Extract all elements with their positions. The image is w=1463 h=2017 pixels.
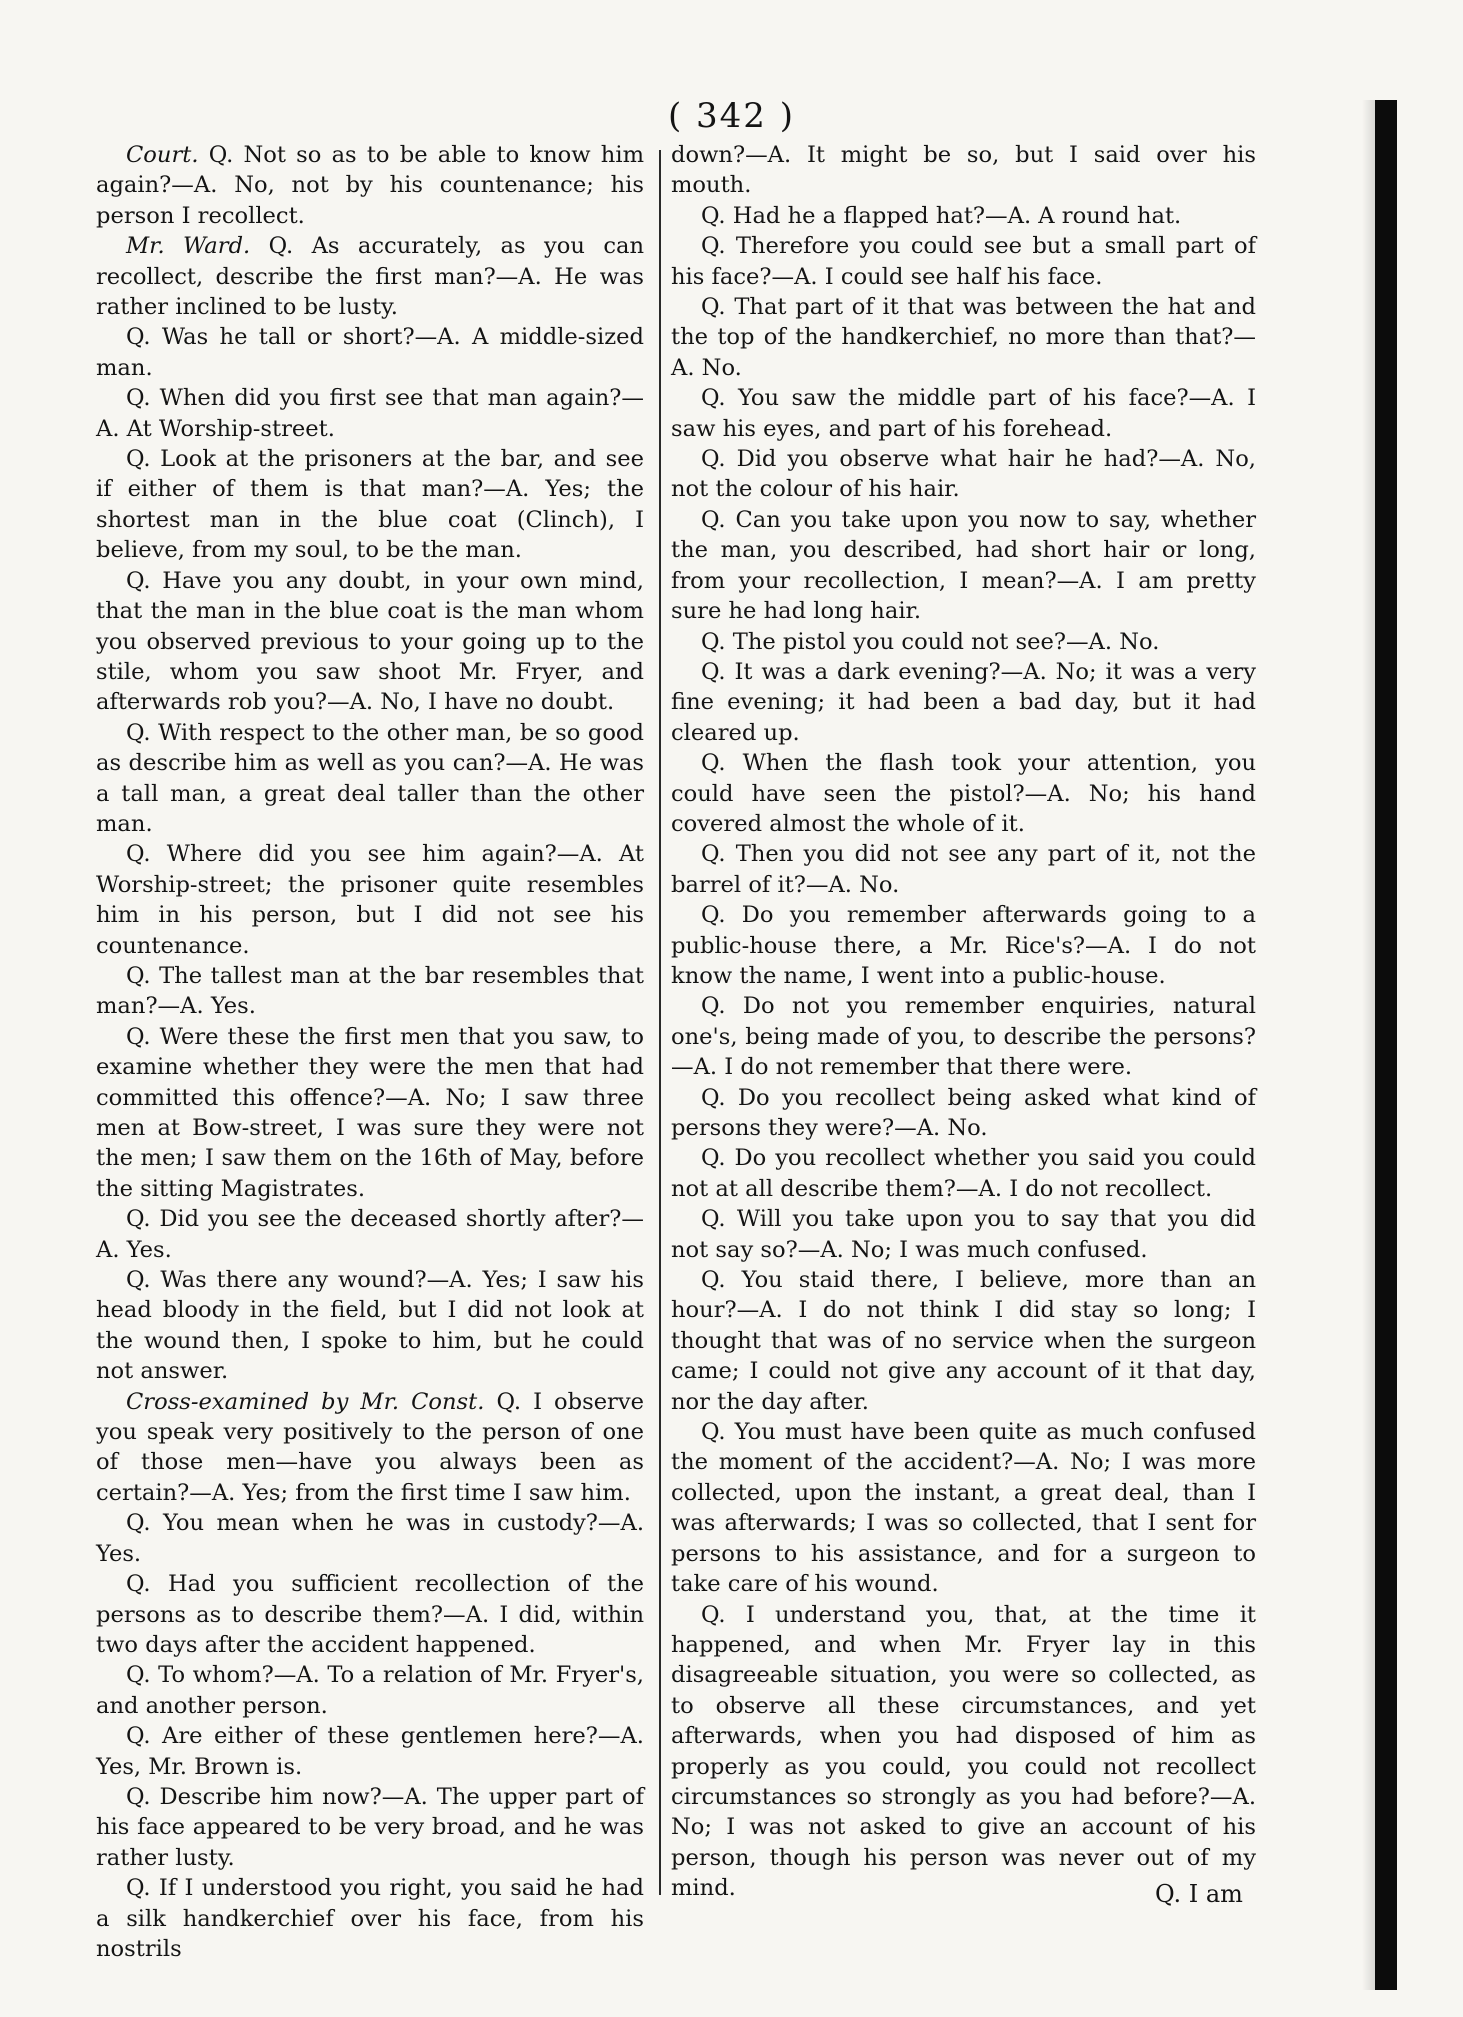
paragraph-text: Q. If I understood you right, you said he had a silk handkerchief over his face, from his nostrils [96, 1875, 644, 1962]
paragraph-text: Q. When the flash took your attention, you could have seen the pistol?—A. No; his hand covered almost the whole of it. [671, 750, 1256, 837]
testimony-paragraph [671, 1265, 1256, 1417]
binding-strip [1375, 100, 1397, 1990]
paragraph-text: Q. Will you take upon you to say that you did not say so?—A. No; I was much confused. [671, 1206, 1256, 1263]
paragraph-text: Q. You must have been quite as much confused the moment of the accident?—A. No; I was more collected, upon the instant, a great deal, than I was afterwards; I was so collected, that I sent for persons to his assistance, and for a surgeon to take care of his wound. [671, 1419, 1256, 1598]
right-column [671, 140, 1256, 1904]
testimony-paragraph [96, 383, 644, 444]
page-number: ( 342 ) [667, 96, 796, 136]
paragraph-text: Q. Was he tall or short?—A. A middle-sized man. [96, 324, 644, 381]
paragraph-text: Q. Had he a flapped hat?—A. A round hat. [701, 202, 1182, 229]
testimony-paragraph [96, 1508, 644, 1569]
testimony-paragraph [96, 839, 644, 961]
testimony-paragraph [96, 566, 644, 718]
paragraph-text: down?—A. It might be so, but I said over his mouth. [671, 142, 1256, 199]
speaker-label: Mr. Ward. [126, 233, 251, 260]
testimony-paragraph [96, 1569, 644, 1660]
testimony-paragraph [96, 322, 644, 383]
testimony-paragraph [671, 444, 1256, 505]
testimony-paragraph [96, 1873, 644, 1964]
paragraph-text: Q. Are either of these gentlemen here?—A. Yes, Mr. Brown is. [96, 1723, 644, 1780]
paragraph-text: Q. Do not you remember enquiries, natural one's, being made of you, to describe the persons?—A. I do not remember that there were. [671, 993, 1256, 1081]
paragraph-text: Q. Were these the first men that you saw, to examine whether they were the men that had committed this offence?—A. No; I saw three men at Bow-street, I was sure they were not the men; I saw them on the 16th of May, before the sitting Magistrates. [96, 1023, 644, 1202]
paragraph-text: Q. I understand you, that, at the time it happened, and when Mr. Fryer lay in this disagreeable situation, you were so collected, as to observe all these circumstances, and yet afterwards, when you had disposed of him as properly as you could, you could not recollect circumstances so strongly as you had before?—A. No; I was not asked to give an account of his person, though his person was never out of my mind. [671, 1601, 1256, 1902]
testimony-paragraph [96, 1782, 644, 1873]
paragraph-text: Q. Had you sufficient recollection of the persons as to describe them?—A. I did, within two days after the accident happened. [96, 1571, 644, 1658]
paragraph-text: Q. As accurately, as you can recollect, describe the first man?—A. He was rather inclined to be lusty. [96, 233, 644, 321]
paragraph-text: Q. Was there any wound?—A. Yes; I saw his head bloody in the field, but I did not look at the wound then, I spoke to him, but he could not answer. [96, 1267, 644, 1385]
paragraph-text: Q. Did you observe what hair he had?—A. No, not the colour of his hair. [671, 446, 1256, 503]
paragraph-text: Q. You staid there, I believe, more than an hour?—A. I do not think I did stay so long; I thought that was of no service when the surgeon came; I could not give any account of it that day, nor the day after. [671, 1267, 1256, 1415]
paragraph-text: Q. Can you take upon you now to say, whether the man, you described, had short hair or long, from your recollection, I mean?—A. I am pretty sure he had long hair. [671, 506, 1256, 625]
testimony-paragraph [96, 1265, 644, 1387]
paragraph-text: Q. It was a dark evening?—A. No; it was a very fine evening; it had been a bad day, but it had cleared up. [671, 658, 1256, 746]
testimony-paragraph [671, 292, 1256, 383]
paragraph-text: Q. With respect to the other man, be so good as describe him as well as you can?—A. He was a tall man, a great deal taller than the other man. [96, 719, 644, 837]
column-rule [659, 150, 661, 1895]
testimony-paragraph [671, 900, 1256, 991]
paragraph-text: Q. I observe you speak very positively to the person of one of those men—have you always been as certain?—A. Yes; from the first time I saw him. [96, 1388, 644, 1506]
paragraph-text: Q. Look at the prisoners at the bar, and see if either of them is that man?—A. Yes; the shortest man in the blue coat (Clinch), I believe, from my soul, to be the man. [96, 446, 644, 564]
testimony-paragraph [671, 1143, 1256, 1204]
testimony-paragraph [671, 991, 1256, 1082]
binding-shadow [1362, 100, 1375, 1990]
testimony-paragraph [671, 505, 1256, 627]
paragraph-text: Q. Do you recollect whether you said you could not at all describe them?—A. I do not recollect. [671, 1145, 1256, 1202]
testimony-paragraph [96, 961, 644, 1022]
testimony-paragraph [96, 718, 644, 840]
paragraph-text: Q. Have you any doubt, in your own mind, that the man in the blue coat is the man whom you observed previous to your going up to the stile, whom you saw shoot Mr. Fryer, and afterwards rob you?—A. No, I have no doubt. [96, 567, 644, 716]
catchword: Q. I am [1155, 1880, 1243, 1908]
testimony-paragraph [671, 1083, 1256, 1144]
testimony-paragraph [671, 1204, 1256, 1265]
speaker-label: Court. [126, 142, 199, 168]
paragraph-text: Q. That part of it that was between the hat and the top of the handkerchief, no more than that?—A. No. [671, 294, 1256, 381]
testimony-paragraph [671, 231, 1256, 292]
paragraph-text: Q. Do you recollect being asked what kind of persons they were?—A. No. [671, 1084, 1256, 1141]
testimony-paragraph [96, 1022, 644, 1204]
paragraph-text: Q. The pistol you could not see?—A. No. [701, 628, 1160, 655]
testimony-paragraph [671, 657, 1256, 748]
paragraph-text: Q. You saw the middle part of his face?—A. I saw his eyes, and part of his forehead. [671, 385, 1256, 442]
speaker-label: Cross-examined by Mr. Const. [126, 1388, 485, 1415]
paragraph-text: Q. Therefore you could see but a small part of his face?—A. I could see half his face. [671, 233, 1256, 290]
left-column [96, 140, 644, 1964]
paragraph-text: Q. Where did you see him again?—A. At Worship-street; the prisoner quite resembles him in his person, but I did not see his countenance. [96, 841, 644, 959]
paragraph-text: Q. When did you first see that man again?—A. At Worship-street. [96, 385, 644, 442]
testimony-paragraph [96, 1204, 644, 1265]
testimony-paragraph [671, 201, 1256, 231]
testimony-paragraph [671, 627, 1256, 657]
paragraph-text: Q. The tallest man at the bar resembles that man?—A. Yes. [96, 962, 644, 1020]
testimony-paragraph [671, 140, 1256, 201]
paragraph-text: Q. Not so as to be able to know him again?—A. No, not by his countenance; his person I recollect. [96, 142, 645, 229]
testimony-paragraph [671, 1600, 1256, 1904]
testimony-paragraph [96, 1721, 644, 1782]
paragraph-text: Q. Then you did not see any part of it, not the barrel of it?—A. No. [671, 841, 1256, 898]
testimony-paragraph [96, 140, 644, 231]
paragraph-text: Q. You mean when he was in custody?—A. Yes. [96, 1510, 644, 1567]
paragraph-text: Q. To whom?—A. To a relation of Mr. Fryer's, and another person. [96, 1662, 644, 1719]
paragraph-text: Q. Describe him now?—A. The upper part of his face appeared to be very broad, and he was rather lusty. [96, 1783, 644, 1871]
testimony-paragraph [671, 748, 1256, 839]
testimony-paragraph [671, 383, 1256, 444]
testimony-paragraph [96, 444, 644, 566]
paragraph-text: Q. Do you remember afterwards going to a public-house there, a Mr. Rice's?—A. I do not know the name, I went into a public-house. [671, 902, 1256, 989]
testimony-paragraph [671, 1417, 1256, 1599]
testimony-paragraph [671, 839, 1256, 900]
testimony-paragraph [96, 1660, 644, 1721]
testimony-paragraph [96, 231, 644, 322]
testimony-paragraph [96, 1387, 644, 1509]
paragraph-text: Q. Did you see the deceased shortly after?—A. Yes. [96, 1206, 644, 1263]
